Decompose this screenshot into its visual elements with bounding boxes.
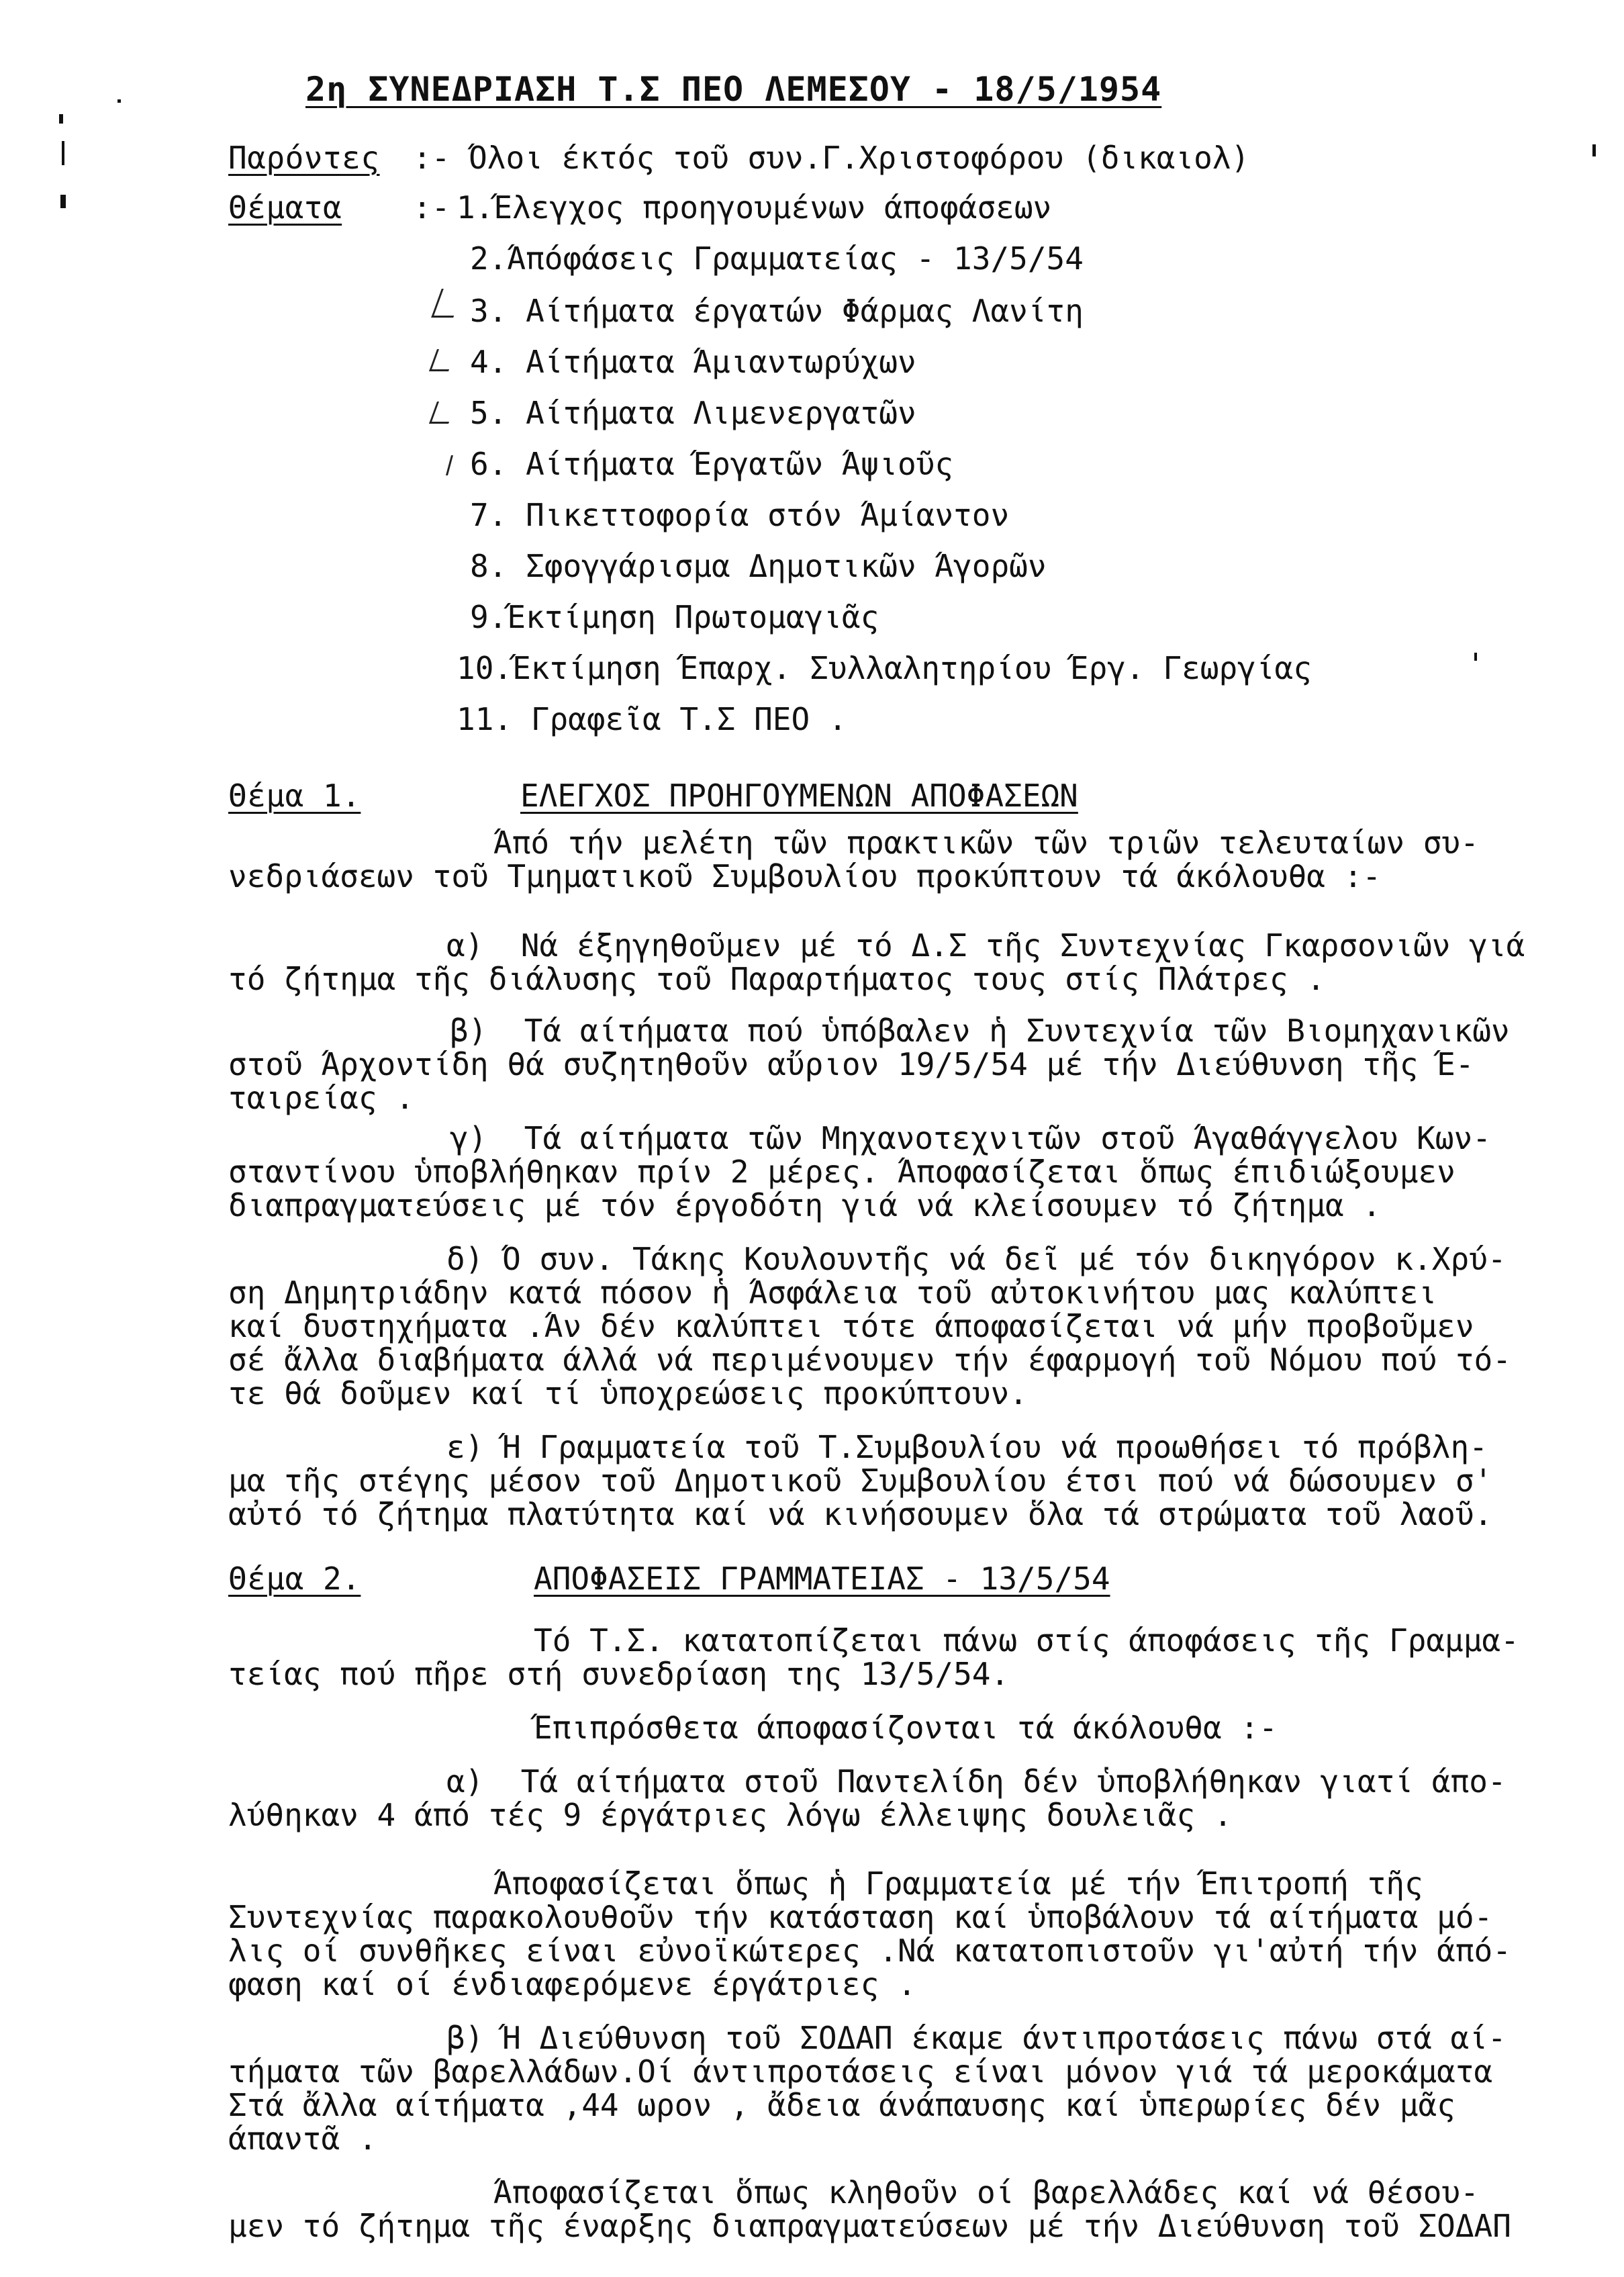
handwritten-check-icon bbox=[429, 402, 457, 424]
paragraph-line: σταντίνου ὑποβλήθηκαν πρίν 2 μέρες. Άποφασίζεται ὅπως έπιδιώξουμεν bbox=[228, 1154, 1455, 1190]
paragraph-line: διαπραγματεύσεις μέ τόν έργοδότη γιά νά κλείσουμεν τό ζήτημα . bbox=[228, 1187, 1382, 1223]
paragraph-line: τήματα τῶν βαρελλάδων.Οί άντιπροτάσεις είναι μόνον γιά τά μεροκάματα bbox=[228, 2053, 1493, 2090]
paragraph-line: Άπό τήν μελέτη τῶν πρακτικῶν τῶν τριῶν τελευταίων συ- bbox=[493, 825, 1479, 861]
paragraph-line: δ) Ό συν. Τάκης Κουλουντῆς νά δεῖ μέ τόν δικηγόρον κ.Χρύ- bbox=[446, 1241, 1507, 1277]
paragraph-line: Έπιπρόσθετα άποφασίζονται τά άκόλουθα :- bbox=[534, 1710, 1278, 1746]
margin-mark bbox=[1474, 653, 1477, 661]
margin-mark bbox=[59, 114, 63, 124]
topics-prefix: :- bbox=[413, 189, 450, 226]
topic-item: 4. Αίτήματα Άμιαντωρύχων bbox=[470, 344, 916, 380]
paragraph-line: β) Τά αίτήματα πού ὑπόβαλεν ἡ Συντεχνία τῶν Βιομηχανικῶν bbox=[450, 1013, 1510, 1049]
handwritten-check-icon bbox=[431, 289, 464, 318]
paragraph-line: σέ ἄλλα διαβήματα άλλά νά περιμένουμεν τήν έφαρμογή τοῦ Νόμου πού τό- bbox=[228, 1342, 1511, 1378]
paragraph-line: β) Ή Διεύθυνση τοῦ ΣΟΔΑΠ έκαμε άντιπροτάσεις πάνω στά αί- bbox=[446, 2020, 1507, 2056]
paragraph-line: στοῦ Άρχοντίδη θά συζητηθοῦν αὔριον 19/5/54 μέ τήν Διεύθυνση τῆς Έ- bbox=[228, 1046, 1474, 1082]
topic-item: 3. Αίτήματα έργατών Φάρμας Λανίτη bbox=[470, 293, 1084, 329]
present-text: :- Όλοι έκτός τοῦ συν.Γ.Χριστοφόρου (δικαιολ) bbox=[413, 140, 1250, 176]
topic-item: 9.Έκτίμηση Πρωτομαγιᾶς bbox=[470, 599, 879, 635]
paragraph-line: φαση καί οί ένδιαφερόμενε έργάτριες . bbox=[228, 1966, 916, 2002]
document-title: 2η ΣΥΝΕΔΡΙΑΣΗ Τ.Σ ΠΕΟ ΛΕΜΕΣΟΥ - 18/5/1954 bbox=[305, 70, 1162, 109]
paragraph-line: ε) Ή Γραμματεία τοῦ Τ.Συμβουλίου νά προωθήσει τό πρόβλη- bbox=[446, 1429, 1488, 1465]
margin-mark bbox=[117, 99, 121, 103]
margin-mark bbox=[1592, 144, 1596, 156]
handwritten-check-icon bbox=[446, 455, 463, 475]
topics-label: Θέματα bbox=[228, 189, 342, 226]
section1-heading: ΕΛΕΓΧΟΣ ΠΡΟΗΓΟΥΜΕΝΩΝ ΑΠΟΦΑΣΕΩΝ bbox=[520, 778, 1078, 814]
topic-item: 11. Γραφεῖα Τ.Σ ΠΕΟ . bbox=[457, 701, 847, 737]
topic-item: 2.Άπόφάσεις Γραμματείας - 13/5/54 bbox=[470, 240, 1084, 277]
topic-item: 6. Αίτήματα Έργατῶν Άψιοῦς bbox=[470, 446, 954, 482]
topic-item: 10.Έκτίμηση Έπαρχ. Συλλαλητηρίου Έργ. Γεωργίας bbox=[457, 650, 1312, 686]
paragraph-line: καί δυστηχήματα .Άν δέν καλύπτει τότε άποφασίζεται νά μήν προβοῦμεν bbox=[228, 1308, 1474, 1344]
paragraph-line: Άποφασίζεται ὅπως ἡ Γραμματεία μέ τήν Έπιτροπή τῆς bbox=[493, 1865, 1423, 1902]
paragraph-line: ταιρείας . bbox=[228, 1080, 414, 1116]
paragraph-line: λύθηκαν 4 άπό τές 9 έργάτριες λόγω έλλειψης δουλειᾶς . bbox=[228, 1797, 1233, 1833]
paragraph-line: Άποφασίζεται ὅπως κληθοῦν οί βαρελλάδες καί νά θέσου- bbox=[493, 2174, 1479, 2211]
section2-heading: ΑΠΟΦΑΣΕΙΣ ΓΡΑΜΜΑΤΕΙΑΣ - 13/5/54 bbox=[534, 1561, 1110, 1597]
paragraph-line: λις οί συνθῆκες είναι εὐνοϊκώτερες .Νά κατατοπιστοῦν γι'αὐτή τήν άπό- bbox=[228, 1933, 1511, 1969]
topic-item: 8. Σφογγάρισμα Δημοτικῶν Άγορῶν bbox=[470, 548, 1047, 584]
margin-mark bbox=[62, 141, 64, 165]
handwritten-check-icon bbox=[429, 349, 457, 371]
paragraph-line: τείας πού πῆρε στή συνεδρίαση της 13/5/54. bbox=[228, 1656, 1010, 1692]
topic-item: 1.Έλεγχος προηγουμένων άποφάσεων bbox=[457, 189, 1052, 226]
paragraph-line: τό ζήτημα τῆς διάλυσης τοῦ Παραρτήματος τους στίς Πλάτρες . bbox=[228, 961, 1325, 997]
section1-label: Θέμα 1. bbox=[228, 778, 361, 814]
paragraph-line: Συντεχνίας παρακολουθοῦν τήν κατάσταση καί ὑποβάλουν τά αίτήματα μό- bbox=[228, 1899, 1493, 1935]
paragraph-line: μα τῆς στέγης μέσον τοῦ Δημοτικοῦ Συμβουλίου έτσι πού νά δώσουμεν σ' bbox=[228, 1462, 1493, 1499]
paragraph-line: α) Τά αίτήματα στοῦ Παντελίδη δέν ὑποβλήθηκαν γιατί άπο- bbox=[446, 1763, 1507, 1800]
paragraph-line: άπαντᾶ . bbox=[228, 2121, 377, 2157]
paragraph-line: α) Νά έξηγηθοῦμεν μέ τό Δ.Σ τῆς Συντεχνίας Γκαρσονιῶν γιά bbox=[446, 927, 1525, 964]
paragraph-line: μεν τό ζήτημα τῆς έναρξης διαπραγματεύσεων μέ τήν Διεύθυνση τοῦ ΣΟΔΑΠ bbox=[228, 2208, 1511, 2244]
paragraph-line: αὐτό τό ζήτημα πλατύτητα καί νά κινήσουμεν ὅλα τά στρώματα τοῦ λαοῦ. bbox=[228, 1496, 1493, 1532]
paragraph-line: Τό Τ.Σ. κατατοπίζεται πάνω στίς άποφάσεις τῆς Γραμμα- bbox=[534, 1622, 1519, 1659]
present-label: Παρόντες bbox=[228, 140, 380, 176]
paragraph-line: Στά ἄλλα αίτήματα ,44 ωρον , ἄδεια άνάπαυσης καί ὑπερωρίες δέν μᾶς bbox=[228, 2087, 1455, 2123]
paragraph-line: νεδριάσεων τοῦ Τμηματικοῦ Συμβουλίου προκύπτουν τά άκόλουθα :- bbox=[228, 858, 1382, 894]
margin-mark bbox=[60, 195, 66, 208]
section2-label: Θέμα 2. bbox=[228, 1561, 361, 1597]
paragraph-line: ση Δημητριάδην κατά πόσον ἡ Άσφάλεια τοῦ αὐτοκινήτου μας καλύπτει bbox=[228, 1274, 1437, 1311]
topic-item: 5. Αίτήματα Λιμενεργατῶν bbox=[470, 395, 916, 431]
paragraph-line: γ) Τά αίτήματα τῶν Μηχανοτεχνιτῶν στοῦ Άγαθάγγελου Κων- bbox=[450, 1120, 1491, 1156]
topic-item: 7. Πικεττοφορία στόν Άμίαντον bbox=[470, 497, 1010, 533]
paragraph-line: τε θά δοῦμεν καί τί ὑποχρεώσεις προκύπτουν. bbox=[228, 1375, 1028, 1411]
